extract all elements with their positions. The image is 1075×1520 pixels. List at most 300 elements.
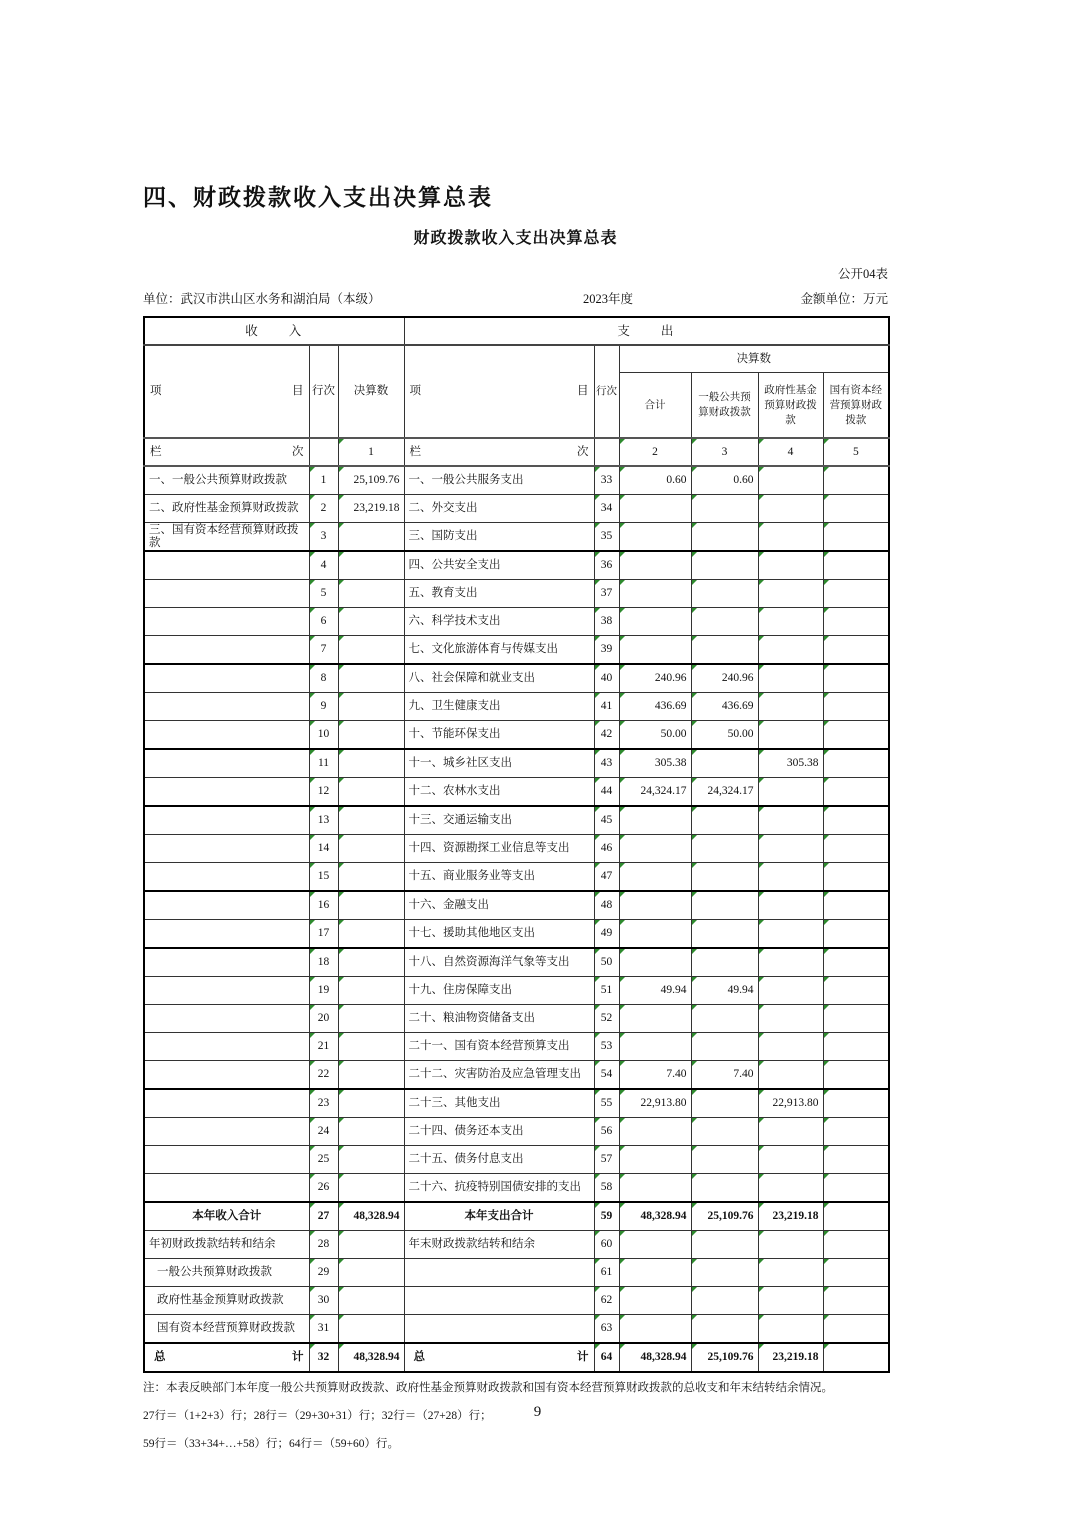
gov-fund-value-cell <box>758 523 823 552</box>
state-capital-value-cell <box>823 551 889 580</box>
state-capital-value-cell <box>823 1146 889 1174</box>
gov-fund-col-header: 政府性基金预算财政拨款 <box>758 373 823 439</box>
income-row-no-cell: 28 <box>309 1231 338 1259</box>
income-item-cell: 总 计 <box>144 1343 309 1372</box>
table-row <box>144 1315 889 1344</box>
general-budget-value-cell <box>691 835 758 863</box>
table-meta-row <box>143 291 888 308</box>
table-row <box>144 636 889 665</box>
column-index-blank <box>309 438 338 466</box>
income-value-cell <box>338 1089 404 1118</box>
table-row <box>144 920 889 949</box>
state-capital-value-cell <box>823 1259 889 1287</box>
state-capital-value-cell <box>823 1033 889 1061</box>
expense-row-no-col-header: 行次 <box>594 345 619 438</box>
income-value-cell <box>338 1231 404 1259</box>
expense-item-cell <box>404 1287 594 1315</box>
expense-row-no-cell: 52 <box>594 1005 619 1033</box>
general-budget-value-cell: 7.40 <box>691 1061 758 1090</box>
total-value-cell <box>619 1174 691 1203</box>
income-row-no-cell: 8 <box>309 664 338 693</box>
income-row-no-cell: 9 <box>309 693 338 721</box>
income-value-cell <box>338 778 404 807</box>
income-item-cell: 国有资本经营预算财政拨款 <box>144 1315 309 1344</box>
expense-row-no-cell: 58 <box>594 1174 619 1203</box>
total-value-cell: 0.60 <box>619 466 691 495</box>
gov-fund-value-cell <box>758 948 823 977</box>
gov-fund-value-cell <box>758 1146 823 1174</box>
column-index-row <box>144 438 889 466</box>
general-budget-value-cell: 49.94 <box>691 977 758 1005</box>
total-value-cell <box>619 1315 691 1344</box>
table-row <box>144 721 889 750</box>
state-capital-value-cell <box>823 1315 889 1344</box>
bar-label-right: 次 <box>577 445 589 458</box>
state-capital-value-cell <box>823 693 889 721</box>
general-budget-value-cell <box>691 1174 758 1203</box>
table-row <box>144 835 889 863</box>
expense-row-no-cell: 61 <box>594 1259 619 1287</box>
table-row <box>144 1061 889 1090</box>
income-value-cell <box>338 835 404 863</box>
gov-fund-value-cell <box>758 721 823 750</box>
general-budget-value-cell <box>691 749 758 778</box>
income-value-cell <box>338 551 404 580</box>
table-row <box>144 664 889 693</box>
income-row-no-cell: 17 <box>309 920 338 949</box>
state-capital-value-cell <box>823 495 889 523</box>
table-row <box>144 778 889 807</box>
bar-label-left: 栏 <box>150 445 162 458</box>
total-value-cell <box>619 835 691 863</box>
total-value-cell: 24,324.17 <box>619 778 691 807</box>
general-budget-value-cell <box>691 551 758 580</box>
state-capital-value-cell <box>823 948 889 977</box>
income-value-cell <box>338 1033 404 1061</box>
gov-fund-value-cell <box>758 608 823 636</box>
expense-row-no-cell: 34 <box>594 495 619 523</box>
expense-row-no-cell: 42 <box>594 721 619 750</box>
income-value-cell <box>338 664 404 693</box>
table-row <box>144 1343 889 1372</box>
expense-row-no-cell: 33 <box>594 466 619 495</box>
expense-row-no-cell: 64 <box>594 1343 619 1372</box>
expense-item-cell: 十一、城乡社区支出 <box>404 749 594 778</box>
income-row-no-cell: 2 <box>309 495 338 523</box>
general-budget-value-cell <box>691 1118 758 1146</box>
general-budget-value-cell <box>691 1287 758 1315</box>
gov-fund-value-cell <box>758 806 823 835</box>
item-label-left: 项 <box>150 385 162 397</box>
general-budget-value-cell <box>691 1315 758 1344</box>
income-value-cell: 23,219.18 <box>338 495 404 523</box>
general-budget-value-cell <box>691 1005 758 1033</box>
expense-item-cell: 三、国防支出 <box>404 523 594 552</box>
income-value-cell <box>338 977 404 1005</box>
income-item-cell: 一、一般公共预算财政拨款 <box>144 466 309 495</box>
general-budget-col-header: 一般公共预算财政拨款 <box>691 373 758 439</box>
gov-fund-value-cell <box>758 835 823 863</box>
expense-row-no-cell: 41 <box>594 693 619 721</box>
expense-item-cell: 总 计 <box>404 1343 594 1372</box>
state-capital-value-cell <box>823 1118 889 1146</box>
state-capital-value-cell <box>823 1174 889 1203</box>
state-capital-value-cell <box>823 1089 889 1118</box>
income-value-cell <box>338 1174 404 1203</box>
income-item-col-header <box>144 345 309 438</box>
income-row-no-cell: 31 <box>309 1315 338 1344</box>
state-capital-value-cell <box>823 608 889 636</box>
gov-fund-value-cell <box>758 1259 823 1287</box>
expense-row-no-cell: 37 <box>594 580 619 608</box>
income-row-no-cell: 15 <box>309 863 338 892</box>
total-value-cell: 50.00 <box>619 721 691 750</box>
expense-item-cell: 一、一般公共服务支出 <box>404 466 594 495</box>
income-value-cell <box>338 693 404 721</box>
expense-row-no-cell: 51 <box>594 977 619 1005</box>
income-row-no-cell: 10 <box>309 721 338 750</box>
table-row <box>144 1089 889 1118</box>
table-row <box>144 863 889 892</box>
total-value-cell: 240.96 <box>619 664 691 693</box>
income-item-cell <box>144 1005 309 1033</box>
bar-label-right: 次 <box>292 445 304 458</box>
general-budget-value-cell: 240.96 <box>691 664 758 693</box>
income-section-header: 收 入 <box>144 317 404 345</box>
income-row-no-cell: 25 <box>309 1146 338 1174</box>
expense-item-cell: 二十五、债务付息支出 <box>404 1146 594 1174</box>
table-row <box>144 523 889 552</box>
general-budget-value-cell <box>691 948 758 977</box>
table-row <box>144 1033 889 1061</box>
expense-item-cell: 二十四、债务还本支出 <box>404 1118 594 1146</box>
table-row <box>144 693 889 721</box>
expense-row-no-cell: 44 <box>594 778 619 807</box>
table-body <box>144 466 889 1372</box>
state-capital-value-cell <box>823 1202 889 1231</box>
total-value-cell <box>619 1118 691 1146</box>
gov-fund-value-cell <box>758 778 823 807</box>
expense-row-no-cell: 53 <box>594 1033 619 1061</box>
state-capital-value-cell <box>823 636 889 665</box>
income-row-no-cell: 21 <box>309 1033 338 1061</box>
income-row-no-cell: 29 <box>309 1259 338 1287</box>
general-budget-value-cell: 50.00 <box>691 721 758 750</box>
page-number: 9 <box>533 1404 542 1420</box>
bar-label-left: 栏 <box>409 445 422 458</box>
income-value-cell <box>338 721 404 750</box>
state-capital-value-cell <box>823 1005 889 1033</box>
income-row-no-cell: 5 <box>309 580 338 608</box>
table-row <box>144 1259 889 1287</box>
total-value-cell: 7.40 <box>619 1061 691 1090</box>
column-index-blank <box>594 438 619 466</box>
gov-fund-value-cell <box>758 1231 823 1259</box>
state-capital-value-cell <box>823 1343 889 1372</box>
total-col-header: 合计 <box>619 373 691 439</box>
column-index-label <box>404 438 594 466</box>
expense-row-no-cell: 59 <box>594 1202 619 1231</box>
income-value-cell <box>338 1061 404 1090</box>
total-value-cell <box>619 891 691 920</box>
total-value-cell <box>619 1231 691 1259</box>
table-row <box>144 551 889 580</box>
general-budget-value-cell <box>691 891 758 920</box>
income-value-cell <box>338 608 404 636</box>
table-row <box>144 1118 889 1146</box>
income-final-amount-col-header: 决算数 <box>338 345 404 438</box>
expense-item-cell: 二十一、国有资本经营预算支出 <box>404 1033 594 1061</box>
expense-item-cell <box>404 1259 594 1287</box>
state-capital-value-cell <box>823 806 889 835</box>
expense-item-cell: 十六、金融支出 <box>404 891 594 920</box>
income-item-cell <box>144 1089 309 1118</box>
total-value-cell <box>619 1033 691 1061</box>
expense-row-no-cell: 36 <box>594 551 619 580</box>
state-capital-value-cell <box>823 664 889 693</box>
income-item-cell <box>144 1174 309 1203</box>
expense-row-no-cell: 38 <box>594 608 619 636</box>
gov-fund-value-cell <box>758 693 823 721</box>
income-row-no-cell: 23 <box>309 1089 338 1118</box>
state-capital-value-cell <box>823 778 889 807</box>
general-budget-value-cell <box>691 580 758 608</box>
table-row <box>144 1287 889 1315</box>
table-row <box>144 806 889 835</box>
state-capital-value-cell <box>823 721 889 750</box>
column-index-2: 2 <box>619 438 691 466</box>
state-capital-value-cell <box>823 920 889 949</box>
income-row-no-col-header: 行次 <box>309 345 338 438</box>
income-item-cell <box>144 1061 309 1090</box>
total-value-cell <box>619 1146 691 1174</box>
total-value-cell <box>619 1005 691 1033</box>
expense-row-no-cell: 40 <box>594 664 619 693</box>
item-label-right: 目 <box>292 385 304 397</box>
general-budget-value-cell <box>691 1033 758 1061</box>
general-budget-value-cell <box>691 1259 758 1287</box>
expense-item-cell: 九、卫生健康支出 <box>404 693 594 721</box>
table-row <box>144 466 889 495</box>
income-value-cell: 48,328.94 <box>338 1202 404 1231</box>
general-budget-value-cell <box>691 1089 758 1118</box>
income-item-cell <box>144 806 309 835</box>
expense-item-cell: 年末财政拨款结转和结余 <box>404 1231 594 1259</box>
total-value-cell: 22,913.80 <box>619 1089 691 1118</box>
section-heading: 四、财政拨款收入支出决算总表 <box>143 184 493 210</box>
table-row <box>144 1202 889 1231</box>
expense-row-no-cell: 43 <box>594 749 619 778</box>
income-item-cell: 政府性基金预算财政拨款 <box>144 1287 309 1315</box>
income-item-cell <box>144 1118 309 1146</box>
column-header-row <box>144 345 889 373</box>
income-item-cell: 三、国有资本经营预算财政拨款 <box>144 523 309 552</box>
expense-item-cell: 本年支出合计 <box>404 1202 594 1231</box>
income-item-cell <box>144 920 309 949</box>
gov-fund-value-cell <box>758 580 823 608</box>
income-item-cell <box>144 948 309 977</box>
state-capital-value-cell <box>823 977 889 1005</box>
income-value-cell <box>338 523 404 552</box>
table-row <box>144 977 889 1005</box>
gov-fund-value-cell <box>758 863 823 892</box>
gov-fund-value-cell <box>758 495 823 523</box>
gov-fund-value-cell: 305.38 <box>758 749 823 778</box>
state-capital-value-cell <box>823 1231 889 1259</box>
table-note: 注：本表反映部门本年度一般公共预算财政拨款、政府性基金预算财政拨款和国有资本经营预算财政拨款的总收支和年末结转结余情况。 <box>143 1382 833 1394</box>
income-item-cell <box>144 608 309 636</box>
general-budget-value-cell <box>691 636 758 665</box>
total-value-cell <box>619 636 691 665</box>
expense-item-cell: 二十六、抗疫特别国债安排的支出 <box>404 1174 594 1203</box>
general-budget-value-cell <box>691 1231 758 1259</box>
income-row-no-cell: 12 <box>309 778 338 807</box>
expense-row-no-cell: 47 <box>594 863 619 892</box>
income-row-no-cell: 7 <box>309 636 338 665</box>
expense-row-no-cell: 54 <box>594 1061 619 1090</box>
general-budget-value-cell <box>691 920 758 949</box>
gov-fund-value-cell <box>758 977 823 1005</box>
expense-item-cell: 十九、住房保障支出 <box>404 977 594 1005</box>
item-label-right: 目 <box>577 385 589 397</box>
income-value-cell <box>338 1259 404 1287</box>
table-row <box>144 891 889 920</box>
income-value-cell <box>338 891 404 920</box>
income-row-no-cell: 20 <box>309 1005 338 1033</box>
gov-fund-value-cell <box>758 1118 823 1146</box>
gov-fund-value-cell <box>758 920 823 949</box>
general-budget-value-cell: 25,109.76 <box>691 1202 758 1231</box>
general-budget-value-cell <box>691 1146 758 1174</box>
gov-fund-value-cell <box>758 1061 823 1090</box>
table-row <box>144 1174 889 1203</box>
final-amount-group-header: 决算数 <box>619 345 889 373</box>
income-row-no-cell: 4 <box>309 551 338 580</box>
gov-fund-value-cell <box>758 1315 823 1344</box>
state-capital-value-cell <box>823 466 889 495</box>
total-value-cell <box>619 806 691 835</box>
table-row <box>144 1005 889 1033</box>
income-value-cell <box>338 749 404 778</box>
income-value-cell <box>338 806 404 835</box>
state-capital-value-cell <box>823 1287 889 1315</box>
general-budget-value-cell: 25,109.76 <box>691 1343 758 1372</box>
income-value-cell <box>338 1146 404 1174</box>
total-value-cell <box>619 495 691 523</box>
expense-row-no-cell: 55 <box>594 1089 619 1118</box>
income-row-no-cell: 27 <box>309 1202 338 1231</box>
expense-item-cell <box>404 1315 594 1344</box>
gov-fund-value-cell: 22,913.80 <box>758 1089 823 1118</box>
expense-item-cell: 十五、商业服务业等支出 <box>404 863 594 892</box>
gov-fund-value-cell <box>758 891 823 920</box>
table-row <box>144 495 889 523</box>
income-row-no-cell: 14 <box>309 835 338 863</box>
expense-row-no-cell: 45 <box>594 806 619 835</box>
total-value-cell: 305.38 <box>619 749 691 778</box>
formula-note-2: 59行＝（33+34+…+58）行；64行＝（59+60）行。 <box>143 1438 399 1450</box>
expense-item-cell: 十八、自然资源海洋气象等支出 <box>404 948 594 977</box>
income-item-cell: 年初财政拨款结转和结余 <box>144 1231 309 1259</box>
income-value-cell <box>338 1315 404 1344</box>
budget-final-accounts-table <box>143 316 890 1373</box>
general-budget-value-cell <box>691 523 758 552</box>
formula-note-1: 27行＝（1+2+3）行；28行＝（29+30+31）行；32行＝（27+28）行； <box>143 1410 492 1422</box>
expenditure-section-header: 支 出 <box>404 317 889 345</box>
expense-row-no-cell: 63 <box>594 1315 619 1344</box>
gov-fund-value-cell <box>758 551 823 580</box>
gov-fund-value-cell: 23,219.18 <box>758 1343 823 1372</box>
gov-fund-value-cell <box>758 1174 823 1203</box>
table-row <box>144 1146 889 1174</box>
income-row-no-cell: 13 <box>309 806 338 835</box>
income-row-no-cell: 6 <box>309 608 338 636</box>
state-capital-value-cell <box>823 580 889 608</box>
income-item-cell <box>144 835 309 863</box>
expense-item-cell: 十三、交通运输支出 <box>404 806 594 835</box>
income-item-cell <box>144 1146 309 1174</box>
expense-row-no-cell: 39 <box>594 636 619 665</box>
column-index-3: 3 <box>691 438 758 466</box>
table-title: 财政拨款收入支出决算总表 <box>413 230 618 247</box>
amount-unit: 金额单位：万元 <box>800 292 888 306</box>
income-row-no-cell: 11 <box>309 749 338 778</box>
column-index-4: 4 <box>758 438 823 466</box>
unit-label: 单位：武汉市洪山区水务和湖泊局（本级） <box>143 292 381 306</box>
state-capital-value-cell <box>823 523 889 552</box>
expense-row-no-cell: 48 <box>594 891 619 920</box>
income-value-cell: 48,328.94 <box>338 1343 404 1372</box>
gov-fund-value-cell <box>758 466 823 495</box>
income-row-no-cell: 16 <box>309 891 338 920</box>
expense-row-no-cell: 57 <box>594 1146 619 1174</box>
total-value-cell <box>619 1259 691 1287</box>
income-value-cell: 25,109.76 <box>338 466 404 495</box>
income-item-cell <box>144 636 309 665</box>
expense-item-cell: 二、外交支出 <box>404 495 594 523</box>
total-value-cell <box>619 608 691 636</box>
table-row <box>144 580 889 608</box>
gov-fund-value-cell <box>758 664 823 693</box>
state-capital-value-cell <box>823 749 889 778</box>
table-row <box>144 608 889 636</box>
income-item-cell <box>144 664 309 693</box>
expense-row-no-cell: 50 <box>594 948 619 977</box>
state-capital-value-cell <box>823 863 889 892</box>
expense-item-cell: 十七、援助其他地区支出 <box>404 920 594 949</box>
section-header-row <box>144 317 889 345</box>
income-row-no-cell: 32 <box>309 1343 338 1372</box>
income-value-cell <box>338 636 404 665</box>
total-value-cell <box>619 920 691 949</box>
expense-item-cell: 二十三、其他支出 <box>404 1089 594 1118</box>
income-item-cell <box>144 749 309 778</box>
income-row-no-cell: 19 <box>309 977 338 1005</box>
total-value-cell <box>619 551 691 580</box>
state-capital-col-header: 国有资本经营预算财政拨款 <box>823 373 889 439</box>
column-index-label <box>144 438 309 466</box>
general-budget-value-cell: 24,324.17 <box>691 778 758 807</box>
income-row-no-cell: 24 <box>309 1118 338 1146</box>
gov-fund-value-cell <box>758 1287 823 1315</box>
state-capital-value-cell <box>823 1061 889 1090</box>
income-value-cell <box>338 948 404 977</box>
expense-row-no-cell: 56 <box>594 1118 619 1146</box>
income-item-cell: 一般公共预算财政拨款 <box>144 1259 309 1287</box>
expense-item-cell: 二十、粮油物资储备支出 <box>404 1005 594 1033</box>
expense-item-cell: 十、节能环保支出 <box>404 721 594 750</box>
expense-item-cell: 六、科学技术支出 <box>404 608 594 636</box>
